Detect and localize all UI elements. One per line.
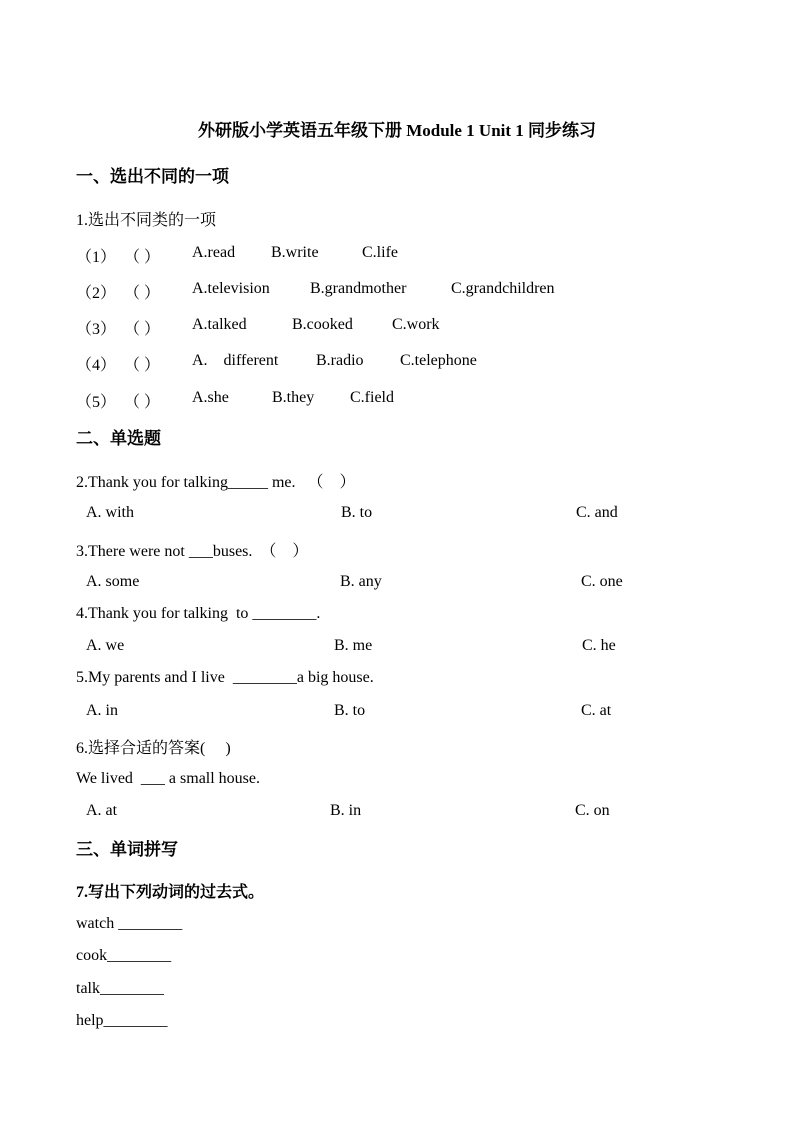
option-a: A. with	[86, 504, 134, 521]
answer-blank[interactable]: （ ）	[124, 394, 161, 411]
option-b: B. to	[341, 504, 373, 521]
item-number: （1）	[76, 249, 117, 266]
option-c: C. on	[575, 802, 610, 819]
option-a: A.talked	[192, 316, 247, 333]
item-number: （3）	[76, 321, 117, 338]
question-1-prompt: 1.选出不同类的一项	[76, 212, 217, 229]
question-stem: 6.选择合适的答案( )	[76, 740, 231, 757]
section-heading-3: 三、单词拼写	[76, 840, 178, 859]
q7-word-2[interactable]: cook________	[76, 947, 172, 964]
option-b: B.radio	[316, 352, 364, 369]
q7-word-4[interactable]: help________	[76, 1012, 168, 1029]
item-number: （5）	[76, 394, 117, 411]
question-sentence: We lived ___ a small house.	[76, 770, 261, 787]
option-b: B. me	[334, 637, 373, 654]
option-b: B.they	[272, 389, 315, 406]
question-7-prompt: 7.写出下列动词的过去式。	[76, 884, 265, 901]
option-c: C.grandchildren	[451, 280, 555, 297]
option-b: B. in	[330, 802, 362, 819]
option-c: C. he	[582, 637, 616, 654]
question-stem: 2.Thank you for talking_____ me. （ ）	[76, 474, 356, 491]
option-c: C. and	[576, 504, 618, 521]
item-number: （2）	[76, 285, 117, 302]
option-b: B. any	[340, 573, 382, 590]
option-c: C.work	[392, 316, 440, 333]
question-stem: 5.My parents and I live ________a big house.	[76, 669, 374, 686]
item-number: （4）	[76, 357, 117, 374]
question-stem: 3.There were not ___buses. （ ）	[76, 543, 309, 560]
option-c: C. at	[581, 702, 612, 719]
section-heading-1: 一、选出不同的一项	[76, 167, 229, 186]
option-a: A. in	[86, 702, 118, 719]
option-a: A. at	[86, 802, 118, 819]
question-stem: 4.Thank you for talking to ________.	[76, 605, 321, 622]
option-a: A. some	[86, 573, 140, 590]
option-c: C.telephone	[400, 352, 477, 369]
option-a: A. different	[192, 352, 279, 369]
answer-blank[interactable]: （ ）	[124, 321, 161, 338]
option-b: B.cooked	[292, 316, 353, 333]
section-heading-2: 二、单选题	[76, 429, 161, 448]
option-b: B.grandmother	[310, 280, 407, 297]
answer-blank[interactable]: （ ）	[124, 357, 161, 374]
option-b: B.write	[271, 244, 319, 261]
option-a: A. we	[86, 637, 125, 654]
q7-word-3[interactable]: talk________	[76, 980, 164, 997]
worksheet-title: 外研版小学英语五年级下册 Module 1 Unit 1 同步练习	[197, 121, 597, 140]
q7-word-1[interactable]: watch ________	[76, 915, 183, 932]
option-a: A.television	[192, 280, 270, 297]
answer-blank[interactable]: （ ）	[124, 249, 161, 266]
option-b: B. to	[334, 702, 366, 719]
option-a: A.read	[192, 244, 236, 261]
option-c: C.life	[362, 244, 398, 261]
option-c: C.field	[350, 389, 394, 406]
option-c: C. one	[581, 573, 623, 590]
answer-blank[interactable]: （ ）	[124, 285, 161, 302]
option-a: A.she	[192, 389, 229, 406]
